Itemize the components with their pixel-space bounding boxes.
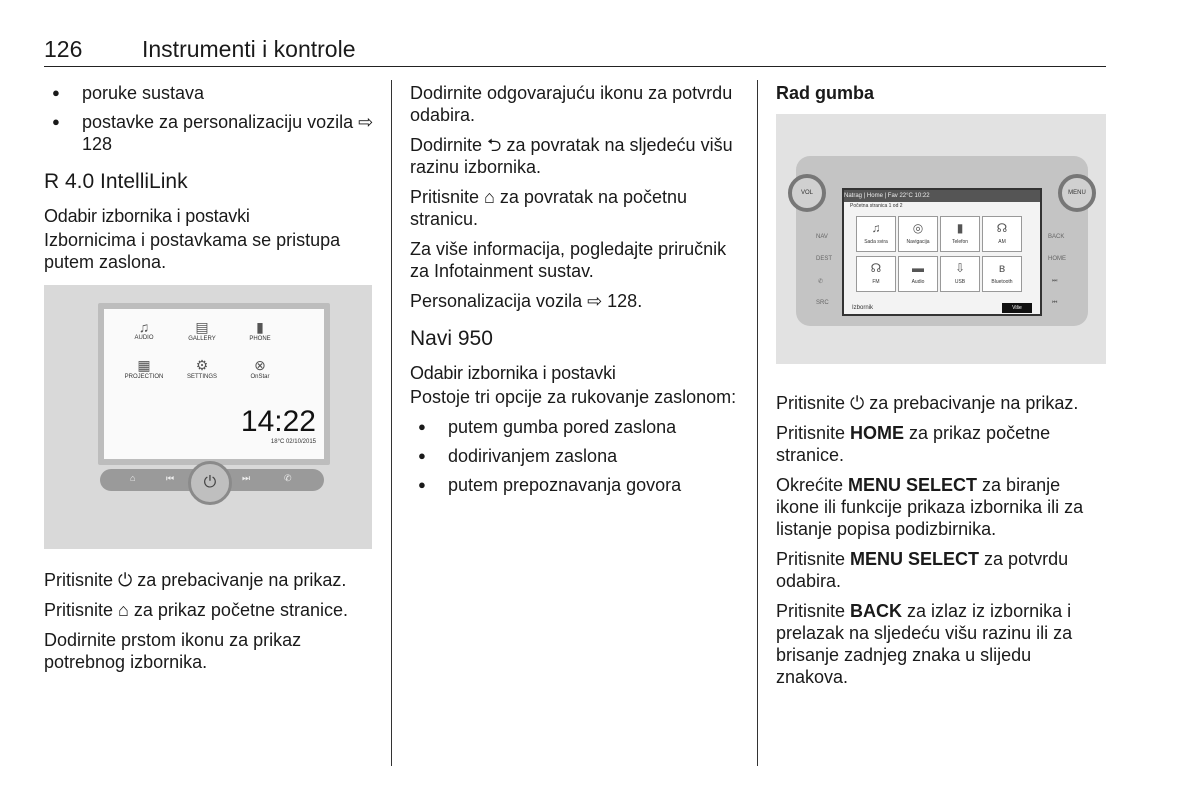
menu-select-knob: MENU bbox=[1058, 174, 1096, 212]
list-item: ● dodirivanjem zaslona bbox=[410, 445, 740, 467]
page-title: Instrumenti i kontrole bbox=[142, 36, 356, 62]
bluetooth-icon: ʙ bbox=[998, 261, 1006, 275]
power-knob bbox=[188, 461, 232, 505]
list-item: ● putem prepoznavanja govora bbox=[410, 474, 740, 496]
app-gallery: ▤ GALLERY bbox=[172, 319, 232, 342]
section-heading: Rad gumba bbox=[776, 83, 875, 103]
paragraph: Okrećite MENU SELECT za biranje ikone ili funkcije prikaza izbornika ili za listanje popisa podizbirnika. bbox=[776, 475, 1084, 539]
menu-label: Izbornik bbox=[852, 305, 874, 311]
projection-icon: ▦ bbox=[137, 357, 151, 373]
subsection-title: Odabir izbornika i postavki bbox=[44, 206, 250, 226]
subsection-title: Odabir izbornika i postavki bbox=[410, 363, 616, 383]
paragraph: Za više informacija, pogledajte priručnik za Infotainment sustav. bbox=[410, 239, 727, 281]
onstar-icon: ⊗ bbox=[254, 357, 266, 373]
phone-icon: ✆ bbox=[284, 473, 292, 483]
bullet-list bbox=[410, 416, 740, 496]
page-label: Početna stranica 1 od 2 bbox=[850, 203, 903, 209]
app-audio: ♫ AUDIO bbox=[114, 319, 174, 341]
dest-icon: DEST bbox=[816, 256, 833, 262]
gallery-icon: ▤ bbox=[195, 319, 209, 335]
app-settings: ⚙ SETTINGS bbox=[172, 357, 232, 380]
column-1 bbox=[44, 82, 376, 681]
paragraph: Pritisnite HOME za prikaz početne stranice. bbox=[776, 423, 1051, 465]
status-bar: Natrag | Home | Fav 22°C 10:22 bbox=[844, 190, 1040, 202]
tile-usb: ⇩ USB bbox=[940, 256, 980, 292]
intellilink-figure bbox=[44, 285, 372, 549]
paragraph: Dodirnite odgovarajuću ikonu za potvrdu odabira. bbox=[410, 83, 733, 125]
paragraph: Personalizacija vozila ⇨ 128. bbox=[410, 291, 643, 311]
usb-icon: ⇩ bbox=[954, 261, 966, 275]
app-phone: ▮ PHONE bbox=[230, 319, 290, 342]
clock-display: 14:22 bbox=[240, 405, 316, 438]
page-number: 126 bbox=[44, 36, 83, 62]
column-3 bbox=[776, 82, 1106, 696]
audio-icon: ▬ bbox=[912, 261, 924, 275]
tile-audio: ▬ Audio bbox=[898, 256, 938, 292]
navi-screen bbox=[842, 188, 1042, 316]
paragraph: Pritisnite ⏻ za prebacivanje na prikaz. bbox=[776, 393, 1079, 413]
tile-phone: ▮ Telefon bbox=[940, 216, 980, 252]
app-projection: ▦ PROJECTION bbox=[114, 357, 174, 380]
paragraph: Pritisnite ⏻ za prebacivanje na prikaz. bbox=[44, 570, 347, 590]
intro-text: Izbornicima i postavkama se pristupa putem zaslona. bbox=[44, 230, 341, 272]
paragraph: Pritisnite ⌂ za povratak na početnu stranicu. bbox=[410, 187, 688, 229]
column-divider bbox=[391, 80, 392, 766]
paragraph: Pritisnite MENU SELECT za potvrdu odabira. bbox=[776, 549, 1069, 591]
section-title: Navi 950 bbox=[410, 327, 493, 350]
src-icon: SRC bbox=[816, 300, 829, 306]
next-icon: ⏭ bbox=[242, 473, 251, 483]
music-icon: ♫ bbox=[138, 319, 150, 335]
radio-icon: ☊ bbox=[996, 221, 1008, 235]
home-icon: HOME bbox=[1048, 256, 1066, 262]
screen-bottom-bar bbox=[844, 302, 1040, 314]
tile-now-playing: ♫ Sada svira bbox=[856, 216, 896, 252]
page-header bbox=[44, 34, 1106, 67]
bullet-list bbox=[44, 82, 376, 155]
power-icon: ⏻ bbox=[203, 474, 217, 491]
section-title: R 4.0 IntelliLink bbox=[44, 170, 188, 193]
volume-knob: VOL bbox=[788, 174, 826, 212]
paragraph: Pritisnite ⌂ za prikaz početne stranice. bbox=[44, 600, 349, 620]
tile-am: ☊ AM bbox=[982, 216, 1022, 252]
gear-icon: ⚙ bbox=[195, 357, 209, 373]
navi-figure bbox=[776, 114, 1106, 364]
prev-icon: ⏮ bbox=[1052, 300, 1058, 306]
list-item: ● postavke za personalizaciju vozila ⇨ 128 bbox=[44, 111, 376, 155]
nav-icon: NAV bbox=[816, 234, 828, 240]
paragraph: Pritisnite BACK za izlaz iz izbornika i prelazak na sljedeću višu razinu ili za brisanje zadnjeg znaka u slijedu znakova. bbox=[776, 601, 1073, 687]
paragraph: Dodirnite ⮌ za povratak na sljedeću višu razinu izbornika. bbox=[410, 135, 733, 177]
column-2 bbox=[410, 82, 740, 504]
tile-fm: ☊ FM bbox=[856, 256, 896, 292]
phone-icon: ▮ bbox=[956, 221, 964, 235]
more-button: Više bbox=[1002, 303, 1032, 313]
column-divider bbox=[757, 80, 758, 766]
list-item: ● putem gumba pored zaslona bbox=[410, 416, 740, 438]
radio-icon: ☊ bbox=[870, 261, 882, 275]
tile-navigation: ◎ Navigacija bbox=[898, 216, 938, 252]
tile-grid bbox=[856, 216, 1032, 296]
phone-icon: ✆ bbox=[818, 279, 824, 285]
home-icon: ⌂ bbox=[130, 473, 136, 483]
next-icon: ⏭ bbox=[1052, 278, 1058, 284]
back-icon: BACK bbox=[1048, 234, 1065, 240]
display-screen bbox=[98, 303, 330, 465]
list-item: ● poruke sustava bbox=[44, 82, 376, 104]
paragraph: Dodirnite prstom ikonu za prikaz potrebnog izbornika. bbox=[44, 630, 302, 672]
tile-bluetooth: ʙ Bluetooth bbox=[982, 256, 1022, 292]
app-onstar: ⊗ OnStar bbox=[230, 357, 290, 380]
prev-icon: ⏮ bbox=[166, 473, 175, 483]
intro-text: Postoje tri opcije za rukovanje zaslonom: bbox=[410, 387, 737, 407]
phone-icon: ▮ bbox=[256, 319, 264, 335]
date-display: 18°C 02/10/2015 bbox=[270, 439, 316, 445]
navigation-icon: ◎ bbox=[912, 221, 924, 235]
music-icon: ♫ bbox=[871, 221, 881, 235]
